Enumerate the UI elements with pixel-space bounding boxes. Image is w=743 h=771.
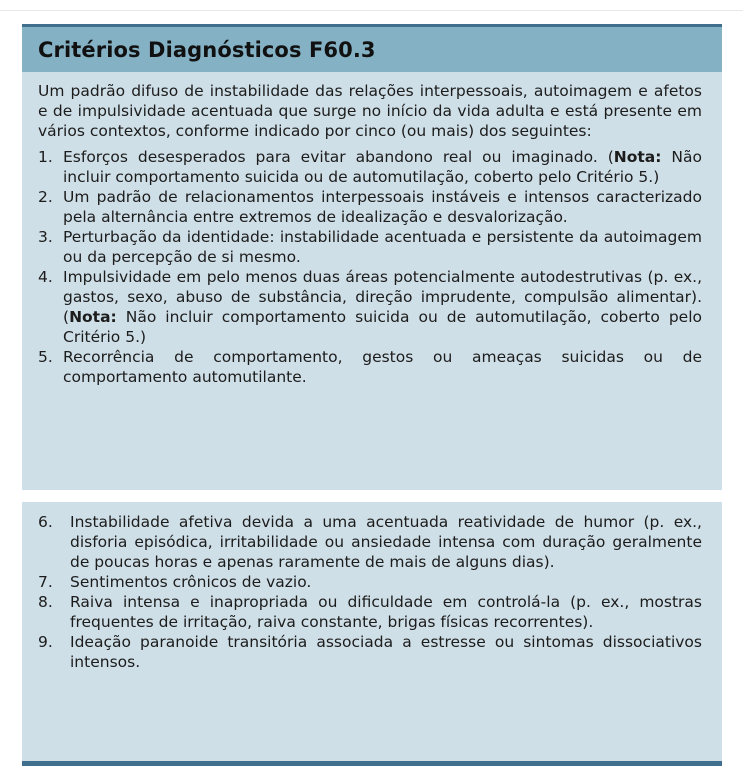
criteria-box-top bbox=[22, 24, 722, 490]
note-label: Nota: bbox=[69, 308, 117, 326]
criterion-4 bbox=[38, 267, 702, 347]
criterion-text: Esforços desesperados para evitar abandono real ou imaginado. ( bbox=[63, 148, 614, 166]
criterion-note: Não incluir comportamento suicida ou de automutilação, coberto pelo Critério 5.) bbox=[63, 308, 702, 346]
note-label: Nota: bbox=[613, 148, 662, 166]
criterion-number: 4. bbox=[38, 268, 53, 286]
criterion-2 bbox=[38, 187, 702, 227]
criterion-number: 8. bbox=[38, 593, 53, 611]
criterion-text: Impulsividade em pelo menos duas áreas potencialmente autodestrutivas (p. ex., gastos, sexo, abuso de substância, direção imprudente, compulsão alimentar). ( bbox=[63, 268, 702, 326]
criteria-title: Critérios Diagnósticos F60.3 bbox=[38, 38, 376, 62]
criteria-list-part2 bbox=[38, 512, 702, 672]
criterion-9 bbox=[38, 632, 702, 672]
criterion-number: 1. bbox=[38, 148, 53, 166]
criteria-list-part1 bbox=[38, 147, 702, 387]
criterion-text: Instabilidade afetiva devida a uma acentuada reatividade de humor (p. ex., disforia episódica, irritabilidade ou ansiedade intensa com duração geralmente de poucas horas e apenas raramente de mais de alguns dias). bbox=[70, 513, 702, 571]
criteria-box-bottom bbox=[22, 502, 722, 766]
top-divider bbox=[0, 10, 743, 11]
criterion-note: Não incluir comportamento suicida ou de automutilação, coberto pelo Critério 5.) bbox=[63, 148, 702, 186]
criterion-number: 9. bbox=[38, 633, 53, 651]
criterion-1 bbox=[38, 147, 702, 187]
criterion-number: 5. bbox=[38, 348, 53, 366]
criterion-5 bbox=[38, 347, 702, 387]
criterion-3 bbox=[38, 227, 702, 267]
criterion-number: 6. bbox=[38, 513, 53, 531]
criterion-number: 7. bbox=[38, 573, 53, 591]
criteria-intro: Um padrão difuso de instabilidade das relações interpessoais, autoimagem e afetos e de impulsividade acentuada que surge no início da vida adulta e está presente em vários contextos, conforme indicado por cinco (ou mais) dos seguintes: bbox=[38, 82, 702, 140]
criterion-number: 3. bbox=[38, 228, 53, 246]
criterion-text: Recorrência de comportamento, gestos ou ameaças suicidas ou de comportamento automutilante. bbox=[63, 348, 702, 386]
criterion-number: 2. bbox=[38, 188, 53, 206]
criterion-text: Um padrão de relacionamentos interpessoais instáveis e intensos caracterizado pela alternância entre extremos de idealização e desvalorização. bbox=[63, 188, 702, 226]
criterion-8 bbox=[38, 592, 702, 632]
criterion-text: Sentimentos crônicos de vazio. bbox=[70, 573, 312, 591]
criterion-7 bbox=[38, 572, 702, 592]
criterion-text: Raiva intensa e inapropriada ou dificuldade em controlá-la (p. ex., mostras frequentes de irritação, raiva constante, brigas físicas recorrentes). bbox=[70, 593, 702, 631]
criterion-text: Perturbação da identidade: instabilidade acentuada e persistente da autoimagem ou da percepção de si mesmo. bbox=[63, 228, 702, 266]
criterion-text: Ideação paranoide transitória associada a estresse ou sintomas dissociativos intensos. bbox=[70, 633, 702, 671]
criterion-6 bbox=[38, 512, 702, 572]
criteria-header bbox=[22, 27, 722, 72]
